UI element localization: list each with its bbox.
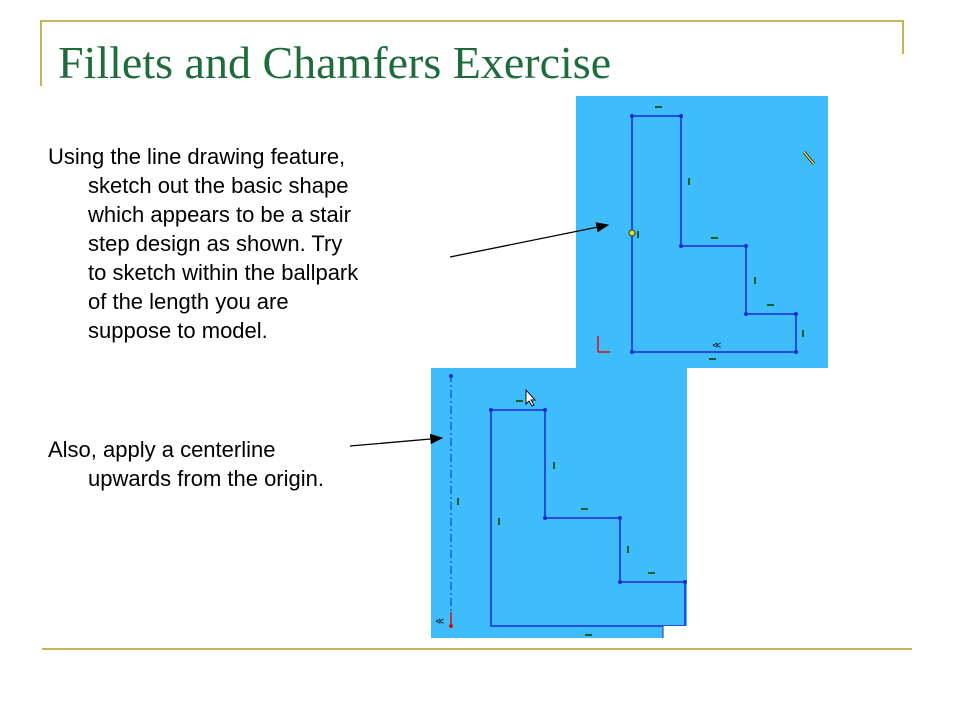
vertical-relation-icon	[457, 498, 459, 505]
instruction-paragraph-1	[48, 142, 458, 345]
vertical-relation-icon	[553, 462, 555, 469]
paragraph-line: suppose to model.	[88, 318, 268, 343]
frame-top-rule	[40, 20, 904, 22]
vertex-point	[543, 516, 547, 520]
instruction-paragraph-2	[48, 435, 458, 493]
frame-right-rule	[902, 20, 904, 54]
vertex-point	[744, 312, 748, 316]
vertical-relation-icon	[754, 277, 756, 284]
slide-title: Fillets and Chamfers Exercise	[58, 37, 612, 88]
horizontal-relation-icon	[585, 634, 592, 636]
horizontal-relation-icon	[709, 358, 716, 360]
mouse-cursor-icon	[526, 390, 535, 406]
vertex-point	[449, 374, 453, 378]
paragraph-line: to sketch within the ballpark	[88, 260, 359, 285]
vertical-relation-icon	[637, 231, 639, 238]
vertical-relation-icon	[688, 178, 690, 185]
horizontal-relation-icon	[711, 237, 718, 239]
horizontal-relation-icon	[648, 572, 655, 574]
paragraph-line: of the length you are	[88, 289, 289, 314]
paragraph-line: upwards from the origin.	[88, 466, 324, 491]
vertex-point	[679, 244, 683, 248]
frame-bottom-rule	[42, 648, 912, 650]
sketch-outline	[491, 410, 685, 626]
origin-icon	[449, 612, 453, 628]
paragraph-line: sketch out the basic shape	[88, 173, 349, 198]
horizontal-relation-icon	[655, 106, 662, 108]
paragraph-line: Also, apply a centerline	[48, 437, 276, 462]
horizontal-relation-icon	[516, 400, 523, 402]
vertex-point	[683, 580, 687, 584]
vertex-point	[794, 312, 798, 316]
pencil-cursor-icon	[804, 152, 814, 164]
vertical-relation-icon	[627, 546, 629, 553]
horizontal-relation-icon	[581, 508, 588, 510]
canvas-corner	[663, 626, 687, 638]
frame-left-rule	[40, 20, 42, 86]
coincident-relation-icon: ≪	[712, 340, 722, 350]
vertex-point	[794, 350, 798, 354]
sketch-screenshot-2	[431, 368, 687, 638]
sketch-outline	[632, 116, 796, 352]
paragraph-line: step design as shown. Try	[88, 231, 343, 256]
vertex-point	[543, 408, 547, 412]
vertical-relation-icon	[498, 518, 500, 525]
vertex-point	[630, 350, 634, 354]
origin-icon	[598, 336, 610, 352]
paragraph-line: which appears to be a stair	[88, 202, 351, 227]
stair-step-sketch-2	[431, 368, 687, 638]
vertex-point	[630, 114, 634, 118]
stair-step-sketch-1	[576, 96, 828, 368]
paragraph-line: Using the line drawing feature,	[48, 144, 346, 169]
vertex-point	[618, 580, 622, 584]
vertical-relation-icon	[802, 330, 804, 337]
vertex-point	[489, 408, 493, 412]
selected-point-icon	[629, 230, 635, 236]
vertex-point	[744, 244, 748, 248]
horizontal-relation-icon	[767, 304, 774, 306]
vertex-point	[679, 114, 683, 118]
vertex-point	[618, 516, 622, 520]
sketch-screenshot-1	[576, 96, 828, 368]
coincident-relation-icon: ≪	[435, 616, 445, 626]
